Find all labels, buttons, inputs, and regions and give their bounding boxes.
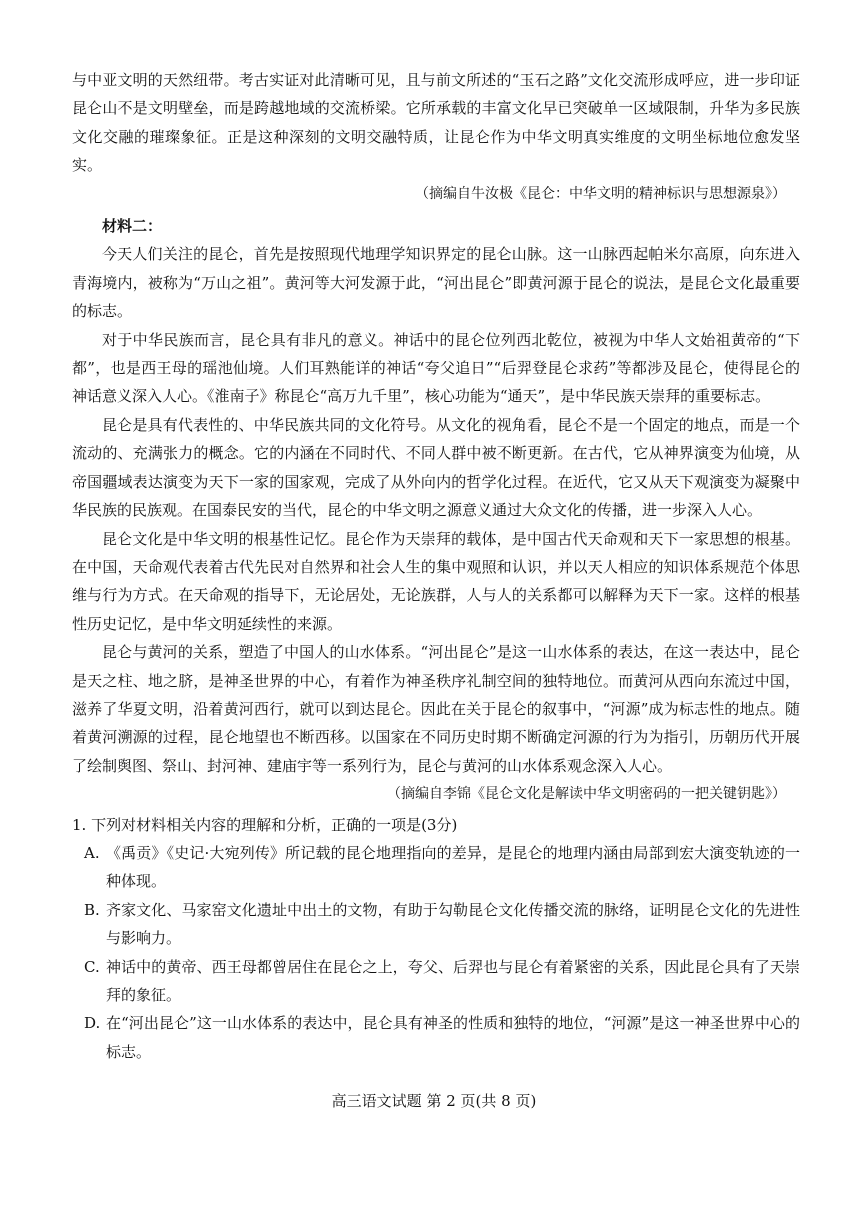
option-d-mark: D. — [84, 1014, 101, 1033]
material2-heading: 材料二： — [102, 217, 163, 236]
page-footer: 高三语文试题 第 2 页(共 8 页) — [331, 1092, 537, 1110]
material2-paragraph: 昆仑文化是中华文明的根基性记忆。昆仑作为天崇拜的载体，是中国古代天命观和天下一家思想的根基。在中国，天命观代表着古代先民对自然界和社会人生的集中观照和认识，并以天人相应的知识体系规范个体思维与行为方式。在天命观的指导下，无论居处，无论族群，人与人的关系都可以解释为天下一家。这样的根基性历史记忆，是中华文明延续性的来源。 — [72, 529, 800, 633]
option-b-text: 齐家文化、马家窑文化遗址中出土的文物，有助于勾勒昆仑文化传播交流的脉络，证明昆仑文化的先进性与影响力。 — [106, 900, 800, 948]
option-c — [72, 953, 800, 1010]
option-a-mark: A. — [84, 843, 100, 862]
option-d-text: 在“河出昆仑”这一山水体系的表达中，昆仑具有神圣的性质和独特的地位，“河源”是这一神圣世界中心的标志。 — [106, 1014, 800, 1061]
page-content — [72, 66, 800, 1066]
material1-continuation: 与中亚文明的天然纽带。考古实证对此清晰可见，且与前文所述的“玉石之路”文化交流形成呼应，进一步印证昆仑山不是文明壁垒，而是跨越地域的交流桥梁。它所承载的丰富文化早已突破单一区域限制，升华为多民族文化交融的璀璨象征。正是这种深刻的文明交融特质，让昆仑作为中华文明真实维度的文明坐标地位愈发坚实。 — [72, 71, 800, 175]
material1-source: （摘编自牛汝极《昆仑：中华文明的精神标识与思想源泉》） — [415, 185, 786, 202]
material2-paragraph: 今天人们关注的昆仑，首先是按照现代地理学知识界定的昆仑山脉。这一山脉西起帕米尔高原，向东进入青海境内，被称为“万山之祖”。黄河等大河发源于此，“河出昆仑”即黄河源于昆仑的说法，是昆仑文化最重要的标志。 — [72, 245, 800, 321]
question-1-stem: 1. 下列对材料相关内容的理解和分析，正确的一项是(3分) — [72, 815, 458, 834]
option-d — [72, 1009, 800, 1066]
option-b-mark: B. — [84, 900, 100, 919]
material2-paragraph: 对于中华民族而言，昆仑具有非凡的意义。神话中的昆仑位列西北乾位，被视为中华人文始祖黄帝的“下都”，也是西王母的瑶池仙境。人们耳熟能详的神话“夸父追日”“后羿登昆仑求药”等都涉及昆仑，使得昆仑的神话意义深入人心。《淮南子》称昆仑“高万九千里”，核心功能为“通天”，是中华民族天崇拜的重要标志。 — [72, 330, 800, 406]
option-a-text: 《禹贡》《史记·大宛列传》所记载的昆仑地理指向的差异，是昆仑的地理内涵由局部到宏大演变轨迹的一种体现。 — [106, 843, 800, 891]
option-b — [72, 896, 800, 953]
option-c-mark: C. — [84, 957, 100, 976]
material2-paragraph: 昆仑是具有代表性的、中华民族共同的文化符号。从文化的视角看，昆仑不是一个固定的地点，而是一个流动的、充满张力的概念。它的内涵在不同时代、不同人群中被不断更新。在古代，它从神界演变为仙境，从帝国疆域表达演变为天下一家的国家观，完成了从外向内的哲学化过程。在近代，它又从天下观演变为凝聚中华民族的民族观。在国泰民安的当代，昆仑的中华文明之源意义通过大众文化的传播，进一步深入人心。 — [72, 415, 800, 520]
material2-source: （摘编自李锦《昆仑文化是解读中华文明密码的一把关键钥匙》） — [387, 786, 786, 803]
option-c-text: 神话中的黄帝、西王母都曾居住在昆仑之上，夸父、后羿也与昆仑有着紧密的关系，因此昆仑具有了天崇拜的象征。 — [106, 957, 800, 1004]
material2-paragraph: 昆仑与黄河的关系，塑造了中国人的山水体系。“河出昆仑”是这一山水体系的表达，在这一表达中，昆仑是天之柱、地之脐，是神圣世界的中心，有着作为神圣秩序礼制空间的独特地位。而黄河从西向东流过中国，滋养了华夏文明，沿着黄河西行，就可以到达昆仑。因此在关于昆仑的叙事中，“河源”成为标志性的地点。随着黄河溯源的过程，昆仑地望也不断西移。以国家在不同历史时期不断确定河源的行为为指引，历朝历代开展了绘制舆图、祭山、封河神、建庙宇等一系列行为，昆仑与黄河的山水体系观念深入人心。 — [72, 643, 800, 775]
option-a — [72, 839, 800, 896]
